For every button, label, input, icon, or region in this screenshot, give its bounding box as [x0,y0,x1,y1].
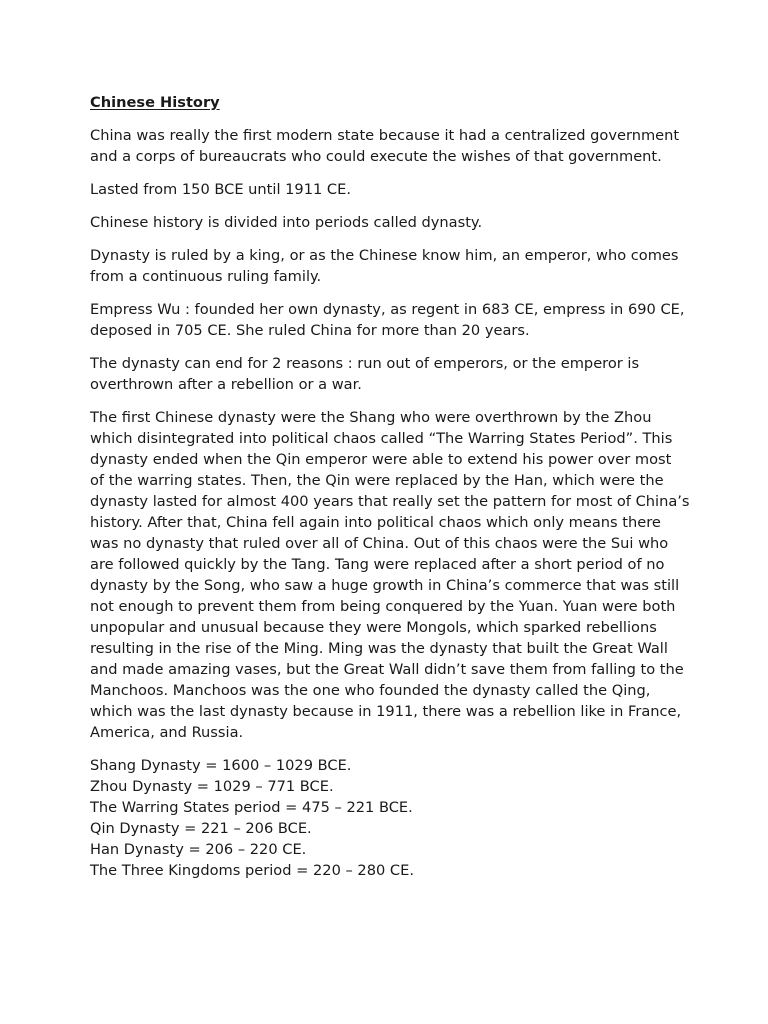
timeline-item-han: Han Dynasty = 206 – 220 CE. [90,841,307,858]
paragraph-dynasty-definition: Dynasty is ruled by a king, or as the Chinese know him, an emperor, who comes from a continuous ruling family. [90,247,679,285]
timeline-item-zhou: Zhou Dynasty = 1029 – 771 BCE. [90,778,334,795]
dynasty-timeline-list [90,755,690,881]
document-page [90,92,690,881]
document-title: Chinese History [90,94,220,111]
timeline-item-warring-states: The Warring States period = 475 – 221 BCE. [90,799,413,816]
paragraph-centralized-state: China was really the first modern state because it had a centralized government and a corps of bureaucrats who could execute the wishes of that government. [90,127,680,165]
paragraph-empress-wu: Empress Wu : founded her own dynasty, as regent in 683 CE, empress in 690 CE, deposed in 705 CE. She ruled China for more than 20 years. [90,301,685,339]
paragraph-periods: Chinese history is divided into periods called dynasty. [90,214,483,231]
paragraph-dynasty-history: The first Chinese dynasty were the Shang who were overthrown by the Zhou which disintegrated into political chaos called “The Warring States Period”. This dynasty ended when the Qin emperor were able to extend his power over most of the warring states. Then, the Qin were replaced by the Han, which were the dynasty lasted for almost 400 years that really set the pattern for most of China’s history. After that, China fell again into political chaos which only means there was no dynasty that ruled over all of China. Out of this chaos were the Sui who are followed quickly by the Tang. Tang were replaced after a short period of no dynasty by the Song, who saw a huge growth in China’s commerce that was still not enough to prevent them from being conquered by the Yuan. Yuan were both unpopular and unusual because they were Mongols, which sparked rebellions resulting in the rise of the Ming. Ming was the dynasty that built the Great Wall and made amazing vases, but the Great Wall didn’t save them from falling to the Manchoos. Manchoos was the one who founded the dynasty called the Qing, which was the last dynasty because in 1911, there was a rebellion like in France, America, and Russia. [90,409,690,741]
timeline-item-qin: Qin Dynasty = 221 – 206 BCE. [90,820,312,837]
paragraph-duration: Lasted from 150 BCE until 1911 CE. [90,181,351,198]
timeline-item-three-kingdoms: The Three Kingdoms period = 220 – 280 CE. [90,862,414,879]
paragraph-dynasty-end: The dynasty can end for 2 reasons : run out of emperors, or the emperor is overthrown after a rebellion or a war. [90,355,640,393]
timeline-item-shang: Shang Dynasty = 1600 – 1029 BCE. [90,757,352,774]
